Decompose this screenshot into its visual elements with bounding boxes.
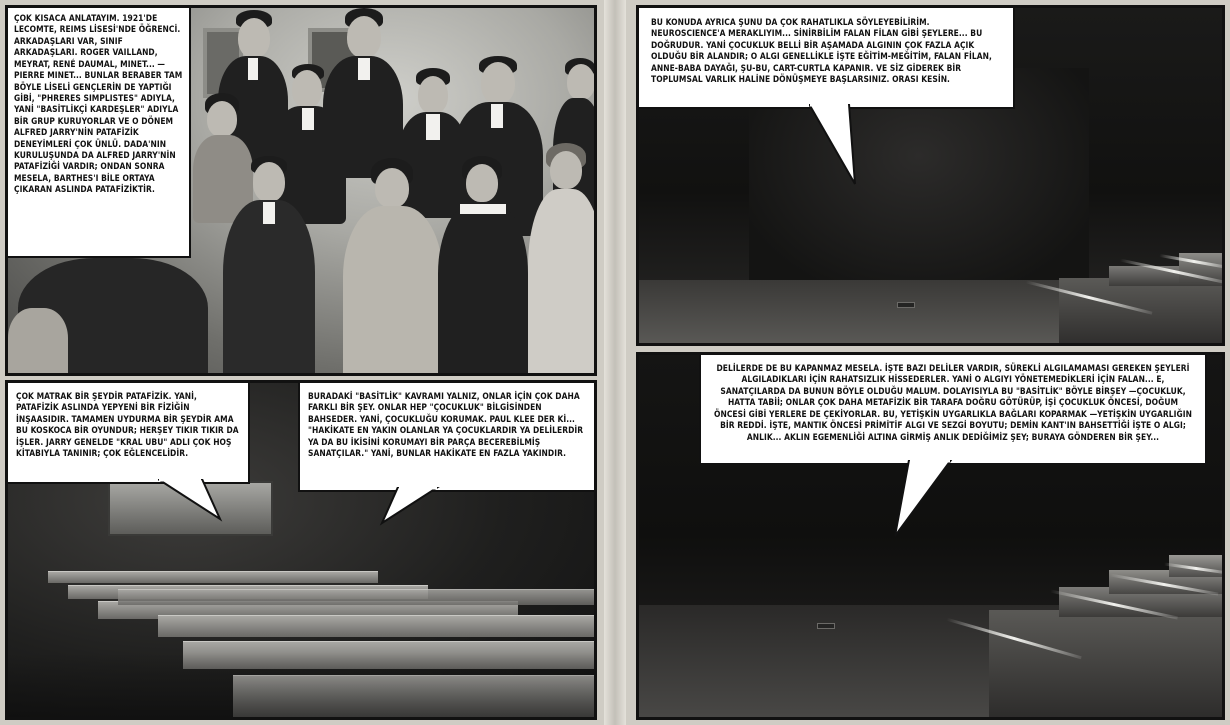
caption-box: ÇOK KISACA ANLATAYIM. 1921'DE LECOMTE, REIMS LİSESİ'NDE ÖĞRENCİ. ARKADAŞLARI VAR, SINIF ARKADAŞLARI. ROGER VAILLAND, MEYRAT, RENÉ DAUMAL, MINET... —PIERRE MINET... BUNLAR BERABER TAM BÖYLE LİSELİ GENÇLERİN DE YAPTIĞI GİBİ, "PHRERES SIMPLISTES" ADIYLA, YANİ "BASİTLİKÇİ KARDEŞLER" ADIYLA BİR GRUP KURUYORLAR VE O DÖNEM ALFRED JARRY'NİN PATAFİZİK DENEYİMLERİ ÇOK ÜNLÜ. DADA'NIN KURULUŞUNDA DA ALFRED JARRY'NİN PATAFİZİĞİ VARDIR; ONDAN SONRA MESELA, BARTHES'I BİLE ORTAYA ÇIKARAN ASLINDA PATAFİZİKTİR. [8, 8, 191, 258]
speech-bubble-right: BURADAKİ "BASİTLİK" KAVRAMI YALNIZ, ONLAR İÇİN ÇOK DAHA FARKLI BİR ŞEY. ONLAR HEP "ÇOCUKLUK" BİLGİSİNDEN BAHSEDER. YANİ, ÇOCUKLUĞU KORUMAK. PAUL KLEE DER Kİ... "HAKİKATE EN YAKIN OLANLAR YA ÇOCUKLARDIR YA DELİLERDİR YA DA BU İKİSİNİ KORUMAYI BİR PARÇA BECEREBİLMİŞ SANATÇILAR." YANİ, BUNLAR HAKİKATE EN FAZLA YAKINDIR. [298, 383, 597, 492]
person [223, 156, 315, 376]
speech-bubble: DELİLERDE DE BU KAPANMAZ MESELA. İŞTE BAZI DELİLER VARDIR, SÜREKLİ ALGILAMAMASI GEREKEN ŞEYLERİ ALGILADIKLARI İÇİN RAHATSIZLIK HİSSEDERLER. YANİ O ALGIYI YÖNETEMEDİKLERİ İÇİN FALAN... E, SANATÇILARDA DA BUNUN BÖYLE OLDUĞU MALUM. DOLAYISIYLA BU "BASİTLİK" BÖYLE BİRŞEY —ÇOCUKLUK, HATTA TABİİ; ONLAR ÇOK DAHA METAFİZİK BİR TARAFA DOĞRU GÖTÜRÜP, İŞİ ÇOCUKLUK ÖNCESİ, DOĞUM ÖNCESİ GİBİ YERLERE DE ÇEKİYORLAR. BU, YETİŞKİN UYGARLIKLA BAĞLARI KOPARMAK —YETİŞKİN UYGARLIĞIN BİR REDDİ. İŞTE, MANTIK ÖNCESİ PRİMİTİF ALGI VE SEZGİ BOYUTU; DEMİN KANT'IN BAHSETTİĞİ İŞTE O ALGI; ANLIK... AKLIN EGEMENLİĞİ ALTINA GİRMİŞ ANLIK DEDİĞİMİZ ŞEY; BURAYA GÖNDEREN BİR ŞEY... [699, 355, 1207, 465]
bench [48, 571, 378, 583]
room-floor [8, 653, 594, 720]
panel-dark-steps-top [636, 5, 1225, 346]
person [8, 308, 68, 376]
bench [158, 615, 597, 637]
person [438, 156, 528, 376]
page-gutter [604, 0, 626, 725]
floor-vent [817, 623, 835, 629]
speech-tail-icon [376, 487, 446, 527]
person [528, 143, 597, 376]
speech-tail-icon [158, 479, 228, 523]
speech-bubble-left: ÇOK MATRAK BİR ŞEYDİR PATAFİZİK. YANİ, PATAFİZİK ASLINDA YEPYENİ BİR FİZİĞİN İNŞAASIDIR. TAMAMEN UYDURMA BİR ŞEYDİR AMA BU KOSKOCA BİR OYUNDUR; HERŞEY TIKIR TIKIR DA İŞLER. JARRY GENELDE "KRAL UBU" ADLI ÇOK HOŞ KİTABIYLA TANINIR; ÇOK EĞLENCELİDİR. [8, 383, 250, 484]
speech-tail-icon [889, 460, 959, 540]
panel-group-photo [5, 5, 597, 376]
panel-dark-steps-bottom [636, 352, 1225, 720]
speech-tail-icon [809, 104, 869, 188]
person [343, 158, 443, 376]
panel-cinema-room [5, 380, 597, 720]
stair-step [989, 610, 1225, 720]
bench [118, 589, 597, 605]
floor-vent [897, 302, 915, 308]
speech-bubble: BU KONUDA AYRICA ŞUNU DA ÇOK RAHATLIKLA SÖYLEYEBİLİRİM. NEUROSCIENCE'A MERAKLIYIM... SİNİRBİLİM FALAN FİLAN GİBİ ŞEYLERE... BU DOĞRUDUR. YANİ ÇOCUKLUK BELLİ BİR AŞAMADA ALGININ ÇOK FAZLA AÇIK OLDUĞU BİR ALANDIR; O ALGI GENELLİKLE İŞTE EĞİTİM-MEĞİTİM, FALAN FİLAN, ANNE-BABA DAYAĞI, ŞU-BU, CART-CURTLA KAPANIR. VE SİZ GİDEREK BİR TOPLUMSAL VARLIK HALİNE DÖNÜŞMEYE BAŞLARSINIZ. ORASI KESİN. [639, 8, 1015, 109]
